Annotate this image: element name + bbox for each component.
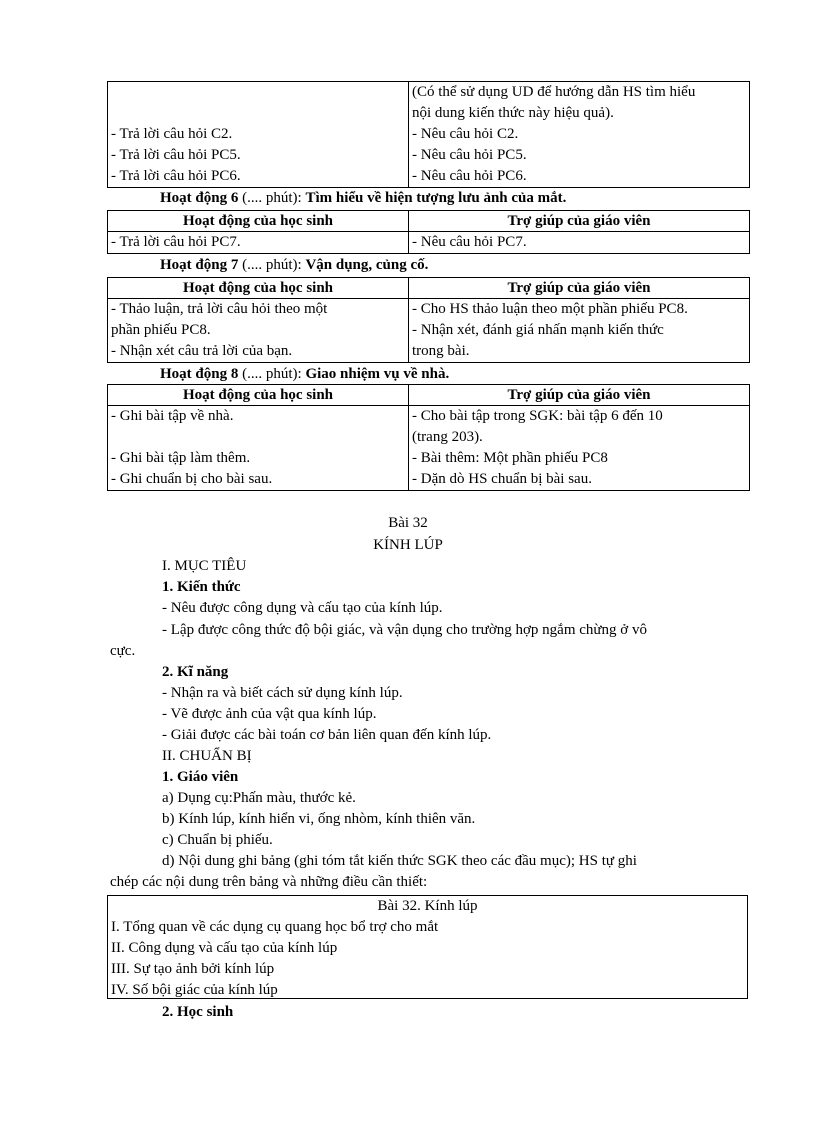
- header-teacher: Trợ giúp của giáo viên: [409, 211, 750, 232]
- preparation-item-continued: chép các nội dung trên bảng và những điều cần thiết:: [110, 874, 428, 890]
- student-cell: [108, 406, 409, 491]
- header-student: Hoạt động của học sinh: [108, 385, 409, 406]
- lesson-number: Bài 32: [388, 515, 428, 531]
- table-header-row: [108, 385, 750, 406]
- cell-line: - Ghi bài tập làm thêm.: [111, 450, 251, 466]
- cell-line: - Nêu câu hỏi PC7.: [412, 234, 527, 250]
- activity6-table: [107, 210, 750, 254]
- student-cell: [108, 232, 409, 254]
- cell-line: nội dung kiến thức này hiệu quả).: [412, 105, 614, 121]
- activity7-table: [107, 277, 750, 363]
- cell-line: - Trả lời câu hỏi PC7.: [111, 234, 241, 250]
- activity-title: Tìm hiểu về hiện tượng lưu ảnh của mắt.: [305, 190, 567, 206]
- cell-line: - Nêu câu hỏi PC6.: [412, 168, 527, 184]
- cell-line: phần phiếu PC8.: [111, 322, 211, 338]
- activity5-table: [107, 81, 750, 188]
- preparation-item: b) Kính lúp, kính hiển vi, ống nhòm, kính thiên văn.: [162, 811, 476, 827]
- activity-time: (.... phút):: [238, 190, 306, 206]
- cell-line: trong bài.: [412, 343, 470, 359]
- cell-line: [111, 427, 405, 448]
- cell-line: - Cho bài tập trong SGK: bài tập 6 đến 10: [412, 408, 663, 424]
- skills-heading: 2. Kĩ năng: [162, 664, 229, 680]
- teacher-cell: [409, 232, 750, 254]
- teacher-heading: 1. Giáo viên: [162, 769, 239, 785]
- knowledge-item: - Lập được công thức độ bội giác, và vận dụng cho trường hợp ngắm chừng ở vô: [162, 622, 647, 638]
- cell-line: - Trả lời câu hỏi C2.: [111, 126, 233, 142]
- board-item: III. Sự tạo ảnh bởi kính lúp: [111, 961, 275, 977]
- activity-label: Hoạt động 7: [160, 257, 239, 273]
- knowledge-item-continued: cực.: [110, 643, 136, 659]
- activity-time: (.... phút):: [238, 257, 306, 273]
- table-row: [108, 406, 750, 491]
- cell-line: - Bài thêm: Một phần phiếu PC8: [412, 450, 608, 466]
- activity6-heading: [160, 188, 566, 208]
- teacher-cell: [409, 82, 750, 188]
- header-teacher: Trợ giúp của giáo viên: [409, 278, 750, 299]
- preparation-item: a) Dụng cụ:Phấn màu, thước kẻ.: [162, 790, 356, 806]
- cell-line: - Thảo luận, trả lời câu hỏi theo một: [111, 301, 328, 317]
- board-item: I. Tổng quan về các dụng cụ quang học bổ trợ cho mắt: [111, 919, 439, 935]
- cell-line: - Ghi bài tập về nhà.: [111, 408, 234, 424]
- preparation-item: d) Nội dung ghi bảng (ghi tóm tắt kiến thức SGK theo các đầu mục); HS tự ghi: [162, 853, 637, 869]
- student-cell: [108, 299, 409, 363]
- cell-line: - Ghi chuẩn bị cho bài sau.: [111, 471, 273, 487]
- cell-line: [111, 82, 405, 103]
- activity7-heading: [160, 255, 428, 275]
- activity-time: (.... phút):: [238, 366, 306, 382]
- activity-label: Hoạt động 8: [160, 366, 239, 382]
- table-row: [108, 299, 750, 363]
- cell-line: - Trả lời câu hỏi PC5.: [111, 147, 241, 163]
- board-item: IV. Số bội giác của kính lúp: [111, 982, 278, 998]
- table-row: [108, 82, 750, 188]
- header-student: Hoạt động của học sinh: [108, 278, 409, 299]
- table-header-row: [108, 278, 750, 299]
- cell-line: - Dặn dò HS chuẩn bị bài sau.: [412, 471, 592, 487]
- activity8-table: [107, 384, 750, 491]
- board-title: Bài 32. Kính lúp: [377, 898, 478, 914]
- cell-line: (Có thể sử dụng UD để hướng dẫn HS tìm hiểu: [412, 84, 696, 100]
- header-teacher: Trợ giúp của giáo viên: [409, 385, 750, 406]
- skill-item: - Vẽ được ảnh của vật qua kính lúp.: [162, 706, 377, 722]
- cell-line: - Nêu câu hỏi PC5.: [412, 147, 527, 163]
- activity8-heading: [160, 364, 449, 384]
- knowledge-item: - Nêu được công dụng và cấu tạo của kính lúp.: [162, 600, 443, 616]
- activity-title: Giao nhiệm vụ về nhà.: [305, 366, 450, 382]
- cell-line: - Nhận xét, đánh giá nhấn mạnh kiến thức: [412, 322, 664, 338]
- table-row: [108, 232, 750, 254]
- objectives-heading: I. MỤC TIÊU: [162, 558, 247, 574]
- student-cell: [108, 82, 409, 188]
- teacher-cell: [409, 299, 750, 363]
- teacher-cell: [409, 406, 750, 491]
- preparation-item: c) Chuẩn bị phiếu.: [162, 832, 273, 848]
- cell-line: - Cho HS thảo luận theo một phần phiếu PC8.: [412, 301, 688, 317]
- board-item: II. Công dụng và cấu tạo của kính lúp: [111, 940, 338, 956]
- student-heading: 2. Học sinh: [162, 1004, 234, 1020]
- knowledge-heading: 1. Kiến thức: [162, 579, 241, 595]
- cell-line: - Trả lời câu hỏi PC6.: [111, 168, 241, 184]
- board-summary-box: [107, 895, 748, 999]
- skill-item: - Giải được các bài toán cơ bản liên quan đến kính lúp.: [162, 727, 492, 743]
- cell-line: - Nêu câu hỏi C2.: [412, 126, 519, 142]
- lesson-title: KÍNH LÚP: [373, 537, 443, 553]
- cell-line: - Nhận xét câu trả lời của bạn.: [111, 343, 293, 359]
- header-student: Hoạt động của học sinh: [108, 211, 409, 232]
- cell-line: (trang 203).: [412, 429, 483, 445]
- activity-title: Vận dụng, củng cố.: [305, 257, 429, 273]
- activity-label: Hoạt động 6: [160, 190, 239, 206]
- skill-item: - Nhận ra và biết cách sử dụng kính lúp.: [162, 685, 403, 701]
- preparation-heading: II. CHUẨN BỊ: [162, 748, 252, 764]
- table-header-row: [108, 211, 750, 232]
- cell-line: [111, 103, 405, 124]
